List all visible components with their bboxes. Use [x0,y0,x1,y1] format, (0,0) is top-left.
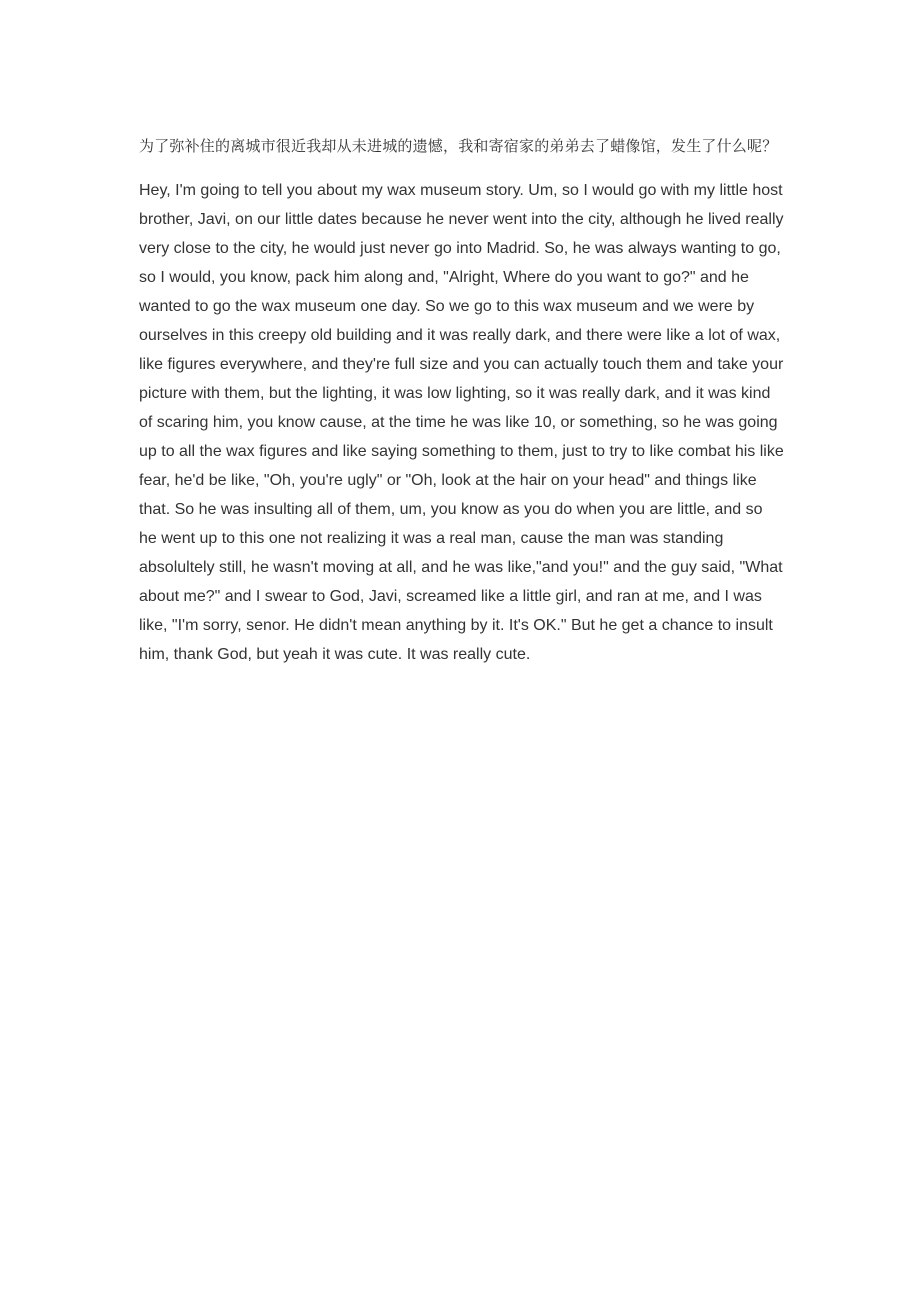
document-body [139,132,784,669]
story-paragraph: Hey, I'm going to tell you about my wax museum story. Um, so I would go with my little host brother, Javi, on our little dates because he never went into the city, although he lived really very close to the city, he would just never go into Madrid. So, he was always wanting to go, so I would, you know, pack him along and, "Alright, Where do you want to go?" and he wanted to go the wax museum one day. So we go to this wax museum and we were by ourselves in this creepy old building and it was really dark, and there were like a lot of wax, like figures everywhere, and they're full size and you can actually touch them and take your picture with them, but the lighting, it was low lighting, so it was really dark, and it was kind of scaring him, you know cause, at the time he was like 10, or something, so he was going up to all the wax figures and like saying something to them, just to try to like combat his like fear, he'd be like, "Oh, you're ugly" or "Oh, look at the hair on your head" and things like that. So he was insulting all of them, um, you know as you do when you are little, and so he went up to this one not realizing it was a real man, cause the man was standing absolultely still, he wasn't moving at all, and he was like,"and you!" and the guy said, "What about me?" and I swear to God, Javi, screamed like a little girl, and ran at me, and I was like, "I'm sorry, senor. He didn't mean anything by it. It's OK." But he get a chance to insult him, thank God, but yeah it was cute. It was really cute. [139,182,784,663]
intro-paragraph: 为了弥补住的离城市很近我却从未进城的遗憾，我和寄宿家的弟弟去了蜡像馆，发生了什么呢？ [139,137,778,155]
